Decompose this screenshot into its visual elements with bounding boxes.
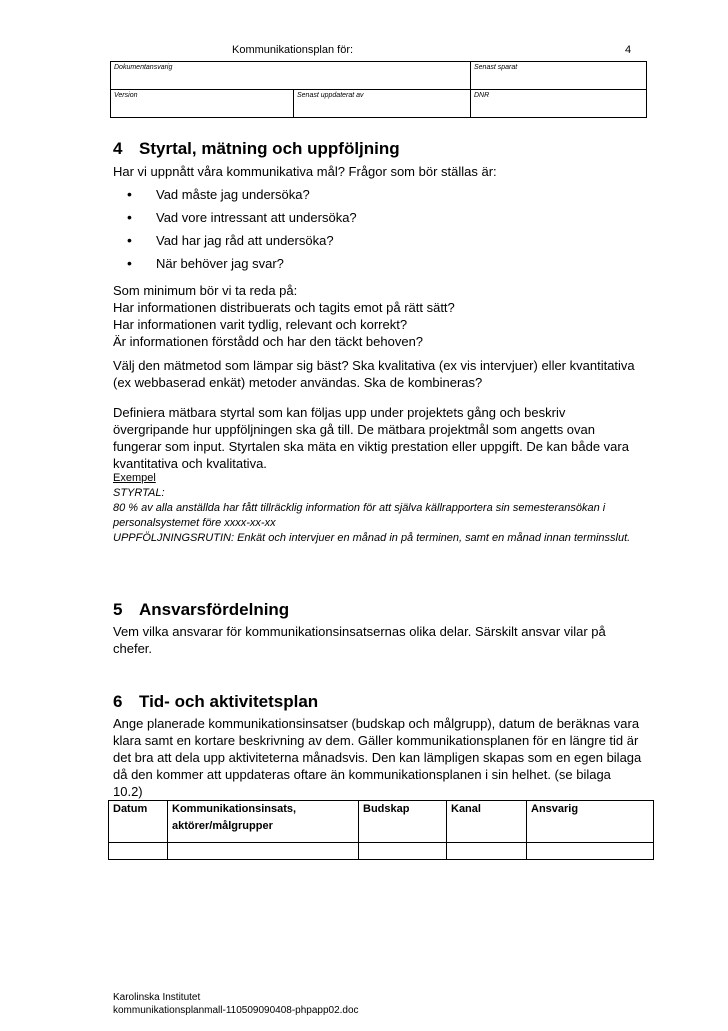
meta-cell-version[interactable]: Version bbox=[111, 90, 294, 118]
text-line: UPPFÖLJNINGSRUTIN: Enkät och intervjuer en månad in på terminen, samt en månad innan terminsslut. bbox=[113, 532, 631, 544]
activity-plan-table bbox=[108, 800, 654, 860]
meta-cell-last-updated-by[interactable]: Senast uppdaterat av bbox=[294, 90, 471, 118]
table-cell[interactable] bbox=[447, 843, 527, 860]
list-item: • Vad vore intressant att undersöka? bbox=[113, 209, 357, 232]
column-header-budskap: Budskap bbox=[359, 801, 447, 843]
table-cell[interactable] bbox=[359, 843, 447, 860]
section-5-number: 5 bbox=[113, 600, 123, 619]
column-header-kanal: Kanal bbox=[447, 801, 527, 843]
table-cell[interactable] bbox=[168, 843, 359, 860]
footer bbox=[113, 991, 359, 1017]
section-6-heading bbox=[113, 692, 318, 712]
column-header-insats bbox=[168, 801, 359, 843]
method-paragraph: Välj den mätmetod som lämpar sig bäst? Ska kvalitativa (ex vis intervjuer) eller kvantitativa (ex webbaserad enkät) metoder användas. Ska de kombineras? bbox=[113, 358, 635, 390]
footer-filename: kommunikationsplanmall-110509090408-phpapp02.doc bbox=[113, 1005, 359, 1016]
column-header-datum: Datum bbox=[109, 801, 168, 843]
define-paragraph: Definiera mätbara styrtal som kan följas upp under projektets gång och beskriv övergripande hur uppföljningen ska gå till. De mätbara projektmål som angetts ovan fungerar som input. Styrtalen ska mäta en viktig prestation eller uppgift. De kan både vara kvantitativa och kvalitativa. bbox=[113, 405, 629, 471]
text-line: Har informationen distribuerats och tagits emot på rätt sätt? bbox=[113, 300, 455, 315]
text-line: STYRTAL: bbox=[113, 487, 165, 499]
text-line: Har informationen varit tydlig, relevant och korrekt? bbox=[113, 317, 408, 332]
insats-sublabel: aktörer/målgrupper bbox=[172, 820, 273, 832]
footer-org: Karolinska Institutet bbox=[113, 992, 201, 1003]
list-item: • När behöver jag svar? bbox=[113, 255, 357, 278]
section-6-title: Tid- och aktivitetsplan bbox=[139, 692, 319, 711]
section-5-heading bbox=[113, 600, 289, 620]
column-header-ansvarig: Ansvarig bbox=[527, 801, 654, 843]
text-line: Som minimum bör vi ta reda på: bbox=[113, 283, 298, 298]
header-title: Kommunikationsplan för: bbox=[232, 44, 354, 56]
minimum-block bbox=[113, 282, 643, 350]
table-cell[interactable] bbox=[109, 843, 168, 860]
document-meta-table bbox=[110, 61, 647, 118]
example-label: Exempel bbox=[113, 472, 156, 484]
table-row bbox=[109, 843, 654, 860]
meta-cell-responsible[interactable]: Dokumentansvarig bbox=[111, 62, 471, 90]
question-list bbox=[113, 186, 357, 278]
insats-label: Kommunikationsinsats, bbox=[172, 803, 297, 815]
page-number: 4 bbox=[625, 44, 632, 56]
section-4-number: 4 bbox=[113, 139, 123, 158]
table-cell[interactable] bbox=[527, 843, 654, 860]
section-5-body: Vem vilka ansvarar för kommunikationsinsatsernas olika delar. Särskilt ansvar vilar på chefer. bbox=[113, 624, 606, 656]
text-line: Är informationen förstådd och har den täckt behoven? bbox=[113, 334, 424, 349]
example-block bbox=[113, 471, 643, 546]
list-item: • Vad måste jag undersöka? bbox=[113, 186, 357, 209]
section-6-body: Ange planerade kommunikationsinsatser (budskap och målgrupp), datum de beräknas vara klara samt en kortare beskrivning av dem. Gäller kommunikationsplanen för en längre tid är det bra att dela upp aktiviteterna månadsvis. Den kan lämpligen skapas som en egen bilaga då den kommer att uppdateras oftare än kommunikationsplanen i sin helhet. (se bilaga 10.2) bbox=[113, 716, 642, 799]
text-line: 80 % av alla anställda har fått tillräcklig information för att själva källrapportera sin semesteransökan i personalsystemet före xxxx-xx-xx bbox=[113, 502, 606, 529]
section-4-intro: Har vi uppnått våra kommunikativa mål? Frågor som bör ställas är: bbox=[113, 164, 497, 179]
section-5-title: Ansvarsfördelning bbox=[139, 600, 290, 619]
section-4-title: Styrtal, mätning och uppföljning bbox=[139, 139, 400, 158]
section-4-heading bbox=[113, 139, 400, 159]
meta-cell-dnr[interactable]: DNR bbox=[471, 90, 647, 118]
meta-cell-last-saved[interactable]: Senast sparat bbox=[471, 62, 647, 90]
list-item: • Vad har jag råd att undersöka? bbox=[113, 232, 357, 255]
section-6-number: 6 bbox=[113, 692, 123, 711]
